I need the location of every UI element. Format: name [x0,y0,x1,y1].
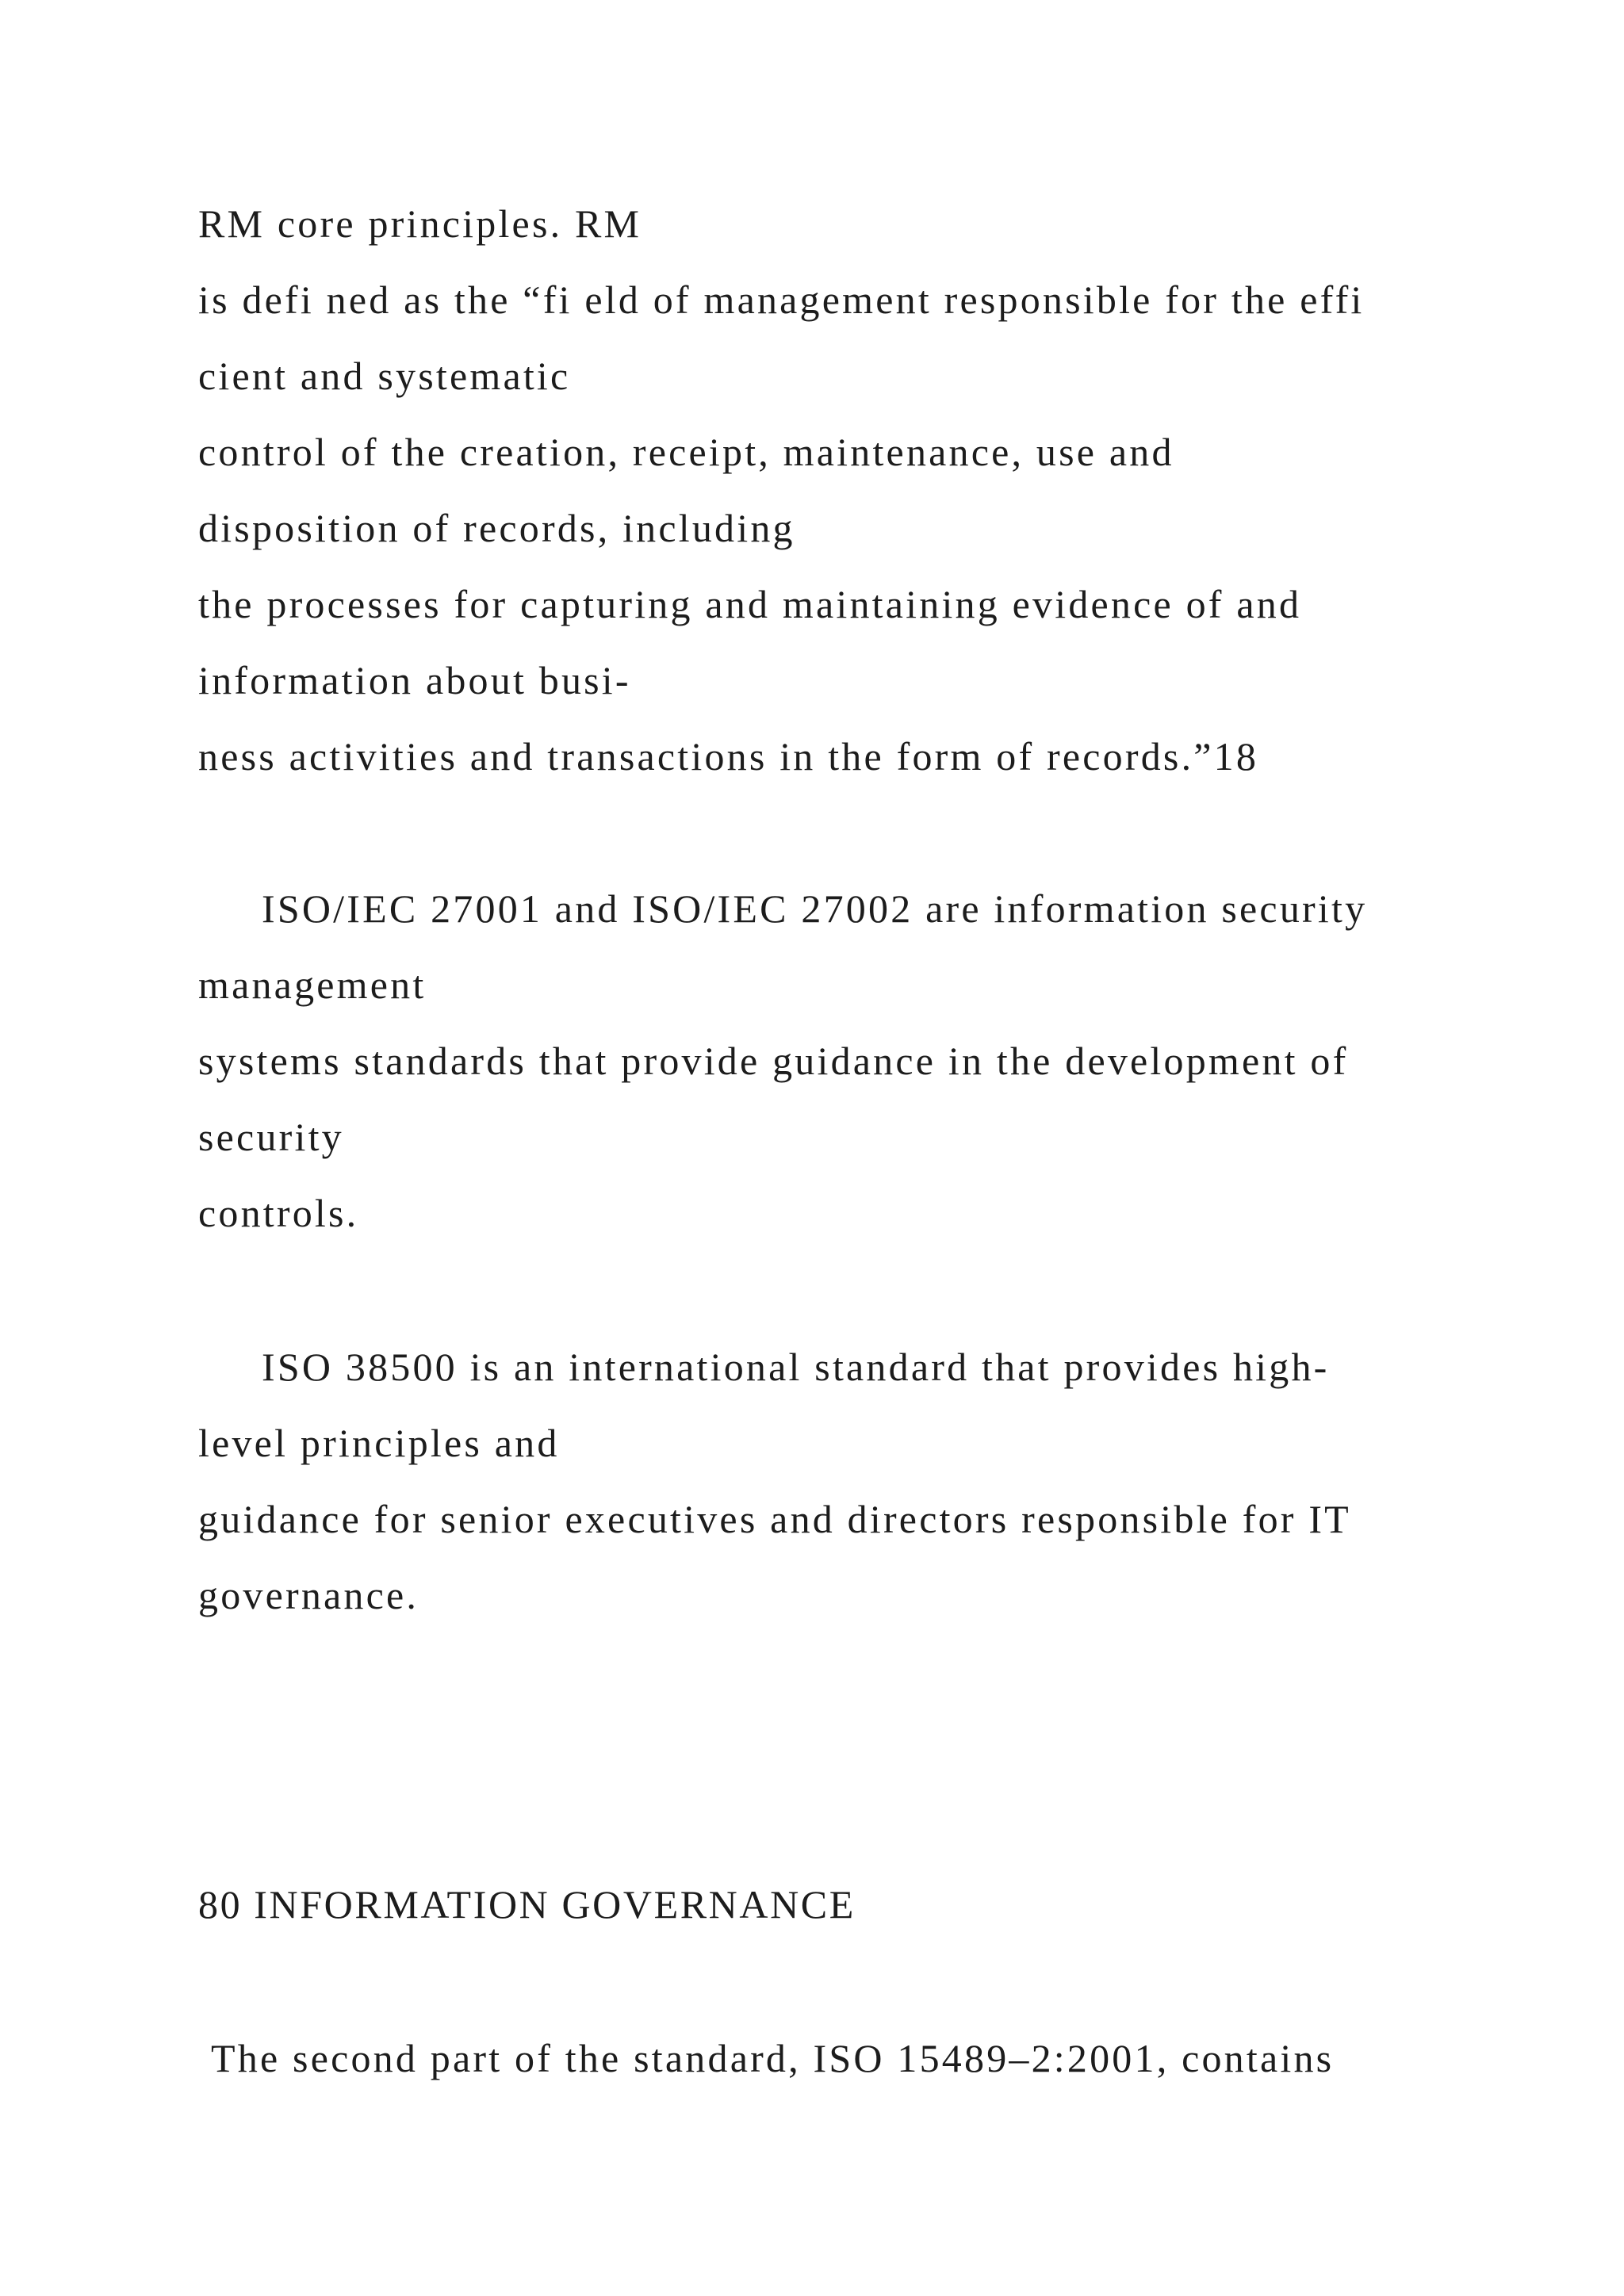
paragraph-1-line-5: disposition of records, including [198,506,795,550]
paragraph-3-line-2: level principles and [198,1421,560,1465]
paragraph-1-line-2: is defi ned as the “fi eld of management responsible for the effi [198,277,1365,322]
running-footer: 80 INFORMATION GOVERNANCE [198,1882,856,1927]
next-page-line: The second part of the standard, ISO 15489–2:2001, contains [211,2036,1335,2080]
paragraph-3-line-1: ISO 38500 is an international standard that provides high- [262,1345,1330,1389]
paragraph-3-line-3: guidance for senior executives and directors responsible for IT [198,1497,1351,1541]
paragraph-1-line-4: control of the creation, receipt, maintenance, use and [198,430,1174,474]
paragraph-2-line-3: systems standards that provide guidance in the development of [198,1039,1349,1083]
paragraph-2-line-5: controls. [198,1191,359,1235]
paragraph-1-line-6: the processes for capturing and maintaining evidence of and [198,582,1302,626]
paragraph-1-line-7: information about busi- [198,658,631,702]
paragraph-2-line-1: ISO/IEC 27001 and ISO/IEC 27002 are information security [262,886,1368,931]
paragraph-1-line-8: ness activities and transactions in the form of records.”18 [198,734,1259,779]
paragraph-3-line-4: governance. [198,1573,419,1617]
paragraph-1-line-3: cient and systematic [198,354,571,398]
paragraph-2-line-4: security [198,1115,344,1159]
paragraph-1-line-1: RM core principles. RM [198,201,642,246]
paragraph-2-line-2: management [198,962,427,1007]
